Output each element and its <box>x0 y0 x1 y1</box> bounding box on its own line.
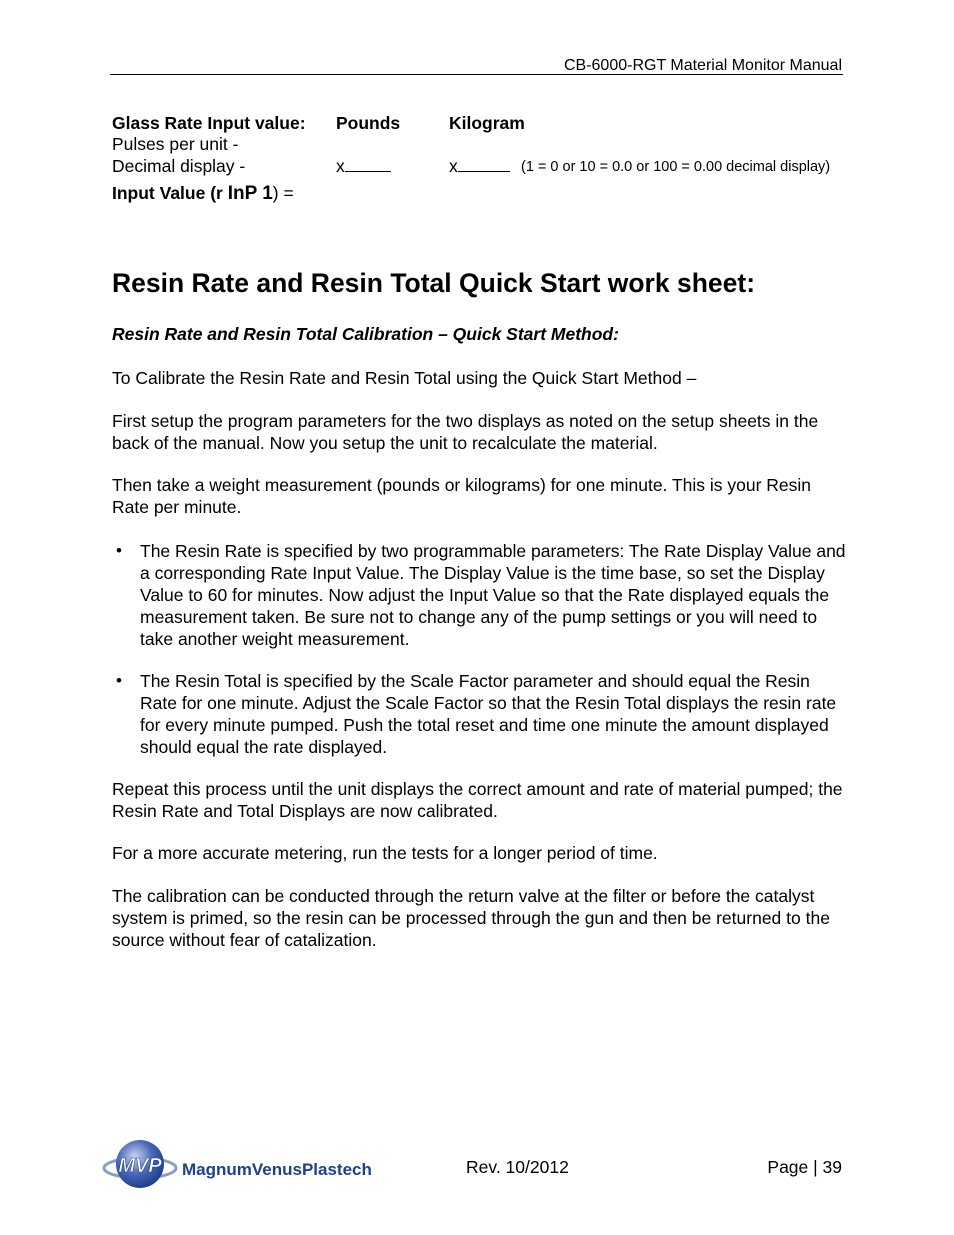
decimal-note: (1 = 0 or 10 = 0.0 or 100 = 0.00 decimal display) <box>521 159 831 175</box>
x-mark: x <box>449 156 458 176</box>
input-value-label: Input Value (r InP 1) = <box>112 183 294 204</box>
paragraph-setup: First setup the program parameters for the two displays as noted on the setup sheets in the back of the manual. Now you setup the unit to recalculate the material. <box>112 411 819 453</box>
glass-rate-label: Glass Rate Input value: <box>112 113 306 133</box>
bullet-symbol: • <box>116 671 122 690</box>
paragraph-repeat: Repeat this process until the unit displays the correct amount and rate of material pumped; the Resin Rate and Total Displays are now calibrated. <box>112 779 843 821</box>
logo-mark: MVP <box>118 1155 162 1177</box>
company-logo <box>100 1130 390 1200</box>
pounds-blank <box>345 157 391 172</box>
x-mark: x <box>336 156 345 176</box>
kilogram-decimal-field <box>449 155 510 177</box>
header-rule <box>110 74 843 75</box>
pounds-header: Pounds <box>336 113 401 133</box>
section-title: Resin Rate and Resin Total Quick Start work sheet: <box>112 268 756 298</box>
paragraph-measure: Then take a weight measurement (pounds or kilograms) for one minute. This is your Resin Rate per minute. <box>112 475 812 517</box>
bullet-resin-total: The Resin Total is specified by the Scale Factor parameter and should equal the Resin Rate for one minute. Adjust the Scale Factor so that the Resin Total displays the resin rate for every minute pumped. Push the total reset and time one minute the amount displayed should equal the rate displayed. <box>140 671 837 757</box>
bullet-resin-rate: The Resin Rate is specified by two programmable parameters: The Rate Display Value and a corresponding Rate Input Value. The Display Value is the time base, so set the Display Value to 60 for minutes. Now adjust the Input Value so that the Rate displayed equals the measurement taken. Be sure not to change any of the pump settings or you will need to take another weight measurement. <box>140 541 846 649</box>
pounds-decimal-field <box>336 155 391 177</box>
paragraph-return-valve: The calibration can be conducted through the return valve at the filter or before the catalyst system is primed, so the resin can be processed through the gun and then be returned to the source without fear of catalization. <box>112 886 830 950</box>
paragraph-intro: To Calibrate the Resin Rate and Resin Total using the Quick Start Method – <box>112 368 697 388</box>
manual-title: CB-6000-RGT Material Monitor Manual <box>563 57 842 74</box>
logo-text: MagnumVenusPlastech <box>182 1160 372 1179</box>
kilogram-header: Kilogram <box>449 113 525 133</box>
section-subtitle: Resin Rate and Resin Total Calibration – Quick Start Method: <box>112 324 619 344</box>
revision-date: Rev. 10/2012 <box>466 1157 569 1177</box>
kilogram-blank <box>458 157 510 172</box>
page-number: Page | 39 <box>767 1157 842 1177</box>
pulses-per-unit-label: Pulses per unit - <box>112 134 239 154</box>
mvp-logo-graphic <box>100 1130 390 1200</box>
bullet-symbol: • <box>116 541 122 560</box>
decimal-display-label: Decimal display - <box>112 156 246 176</box>
paragraph-accuracy: For a more accurate metering, run the tests for a longer period of time. <box>112 843 658 863</box>
